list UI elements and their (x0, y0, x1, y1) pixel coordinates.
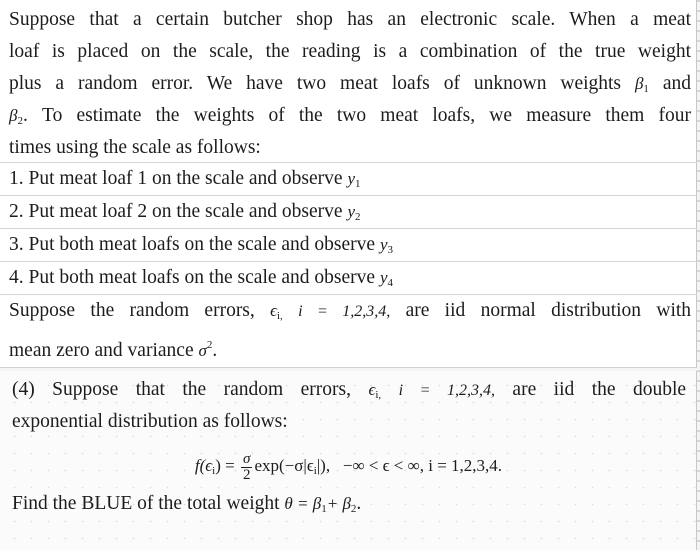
part4-line-1: (4) Suppose that the random errors, $\epsilon_{i,}$ i = 1,2,3,4, are iid the double (12, 379, 687, 401)
and-word: and (662, 73, 691, 94)
intro-line-4 (9, 104, 691, 133)
intro-line-5: times using the scale as follows: (9, 137, 261, 158)
sigma-over-two-fraction: $\frac{\sigma}{2}$ (242, 450, 251, 483)
divider (0, 228, 697, 229)
intro-line-1: Suppose that a certain butcher shop has an electronic scale. When a meat (9, 9, 691, 30)
intro-line-3 (9, 72, 691, 101)
epsilon-i-symbol: $\epsilon_{i,}$ (368, 380, 382, 401)
step-2: 2. Put meat loaf 2 on the scale and observe $y_2$ (9, 201, 361, 223)
observation-y2: $y_2$ (347, 202, 361, 223)
intro-line-2: loaf is placed on the scale, the reading is a combination of the true weight (9, 41, 691, 62)
index-range: i = 1,2,3,4, (298, 303, 391, 320)
divider (0, 195, 697, 196)
observation-y3: $y_3$ (379, 235, 393, 256)
divider (0, 261, 697, 262)
epsilon-i-symbol: $\epsilon_{i,}$ (270, 301, 283, 322)
density-formula: $f(\epsilon_i)$ = $\frac{\sigma}{2}$ $\exp(-\sigma|\epsilon_i|)$, −∞ < ϵ < ∞, i = 1,2,3,4. (194, 450, 503, 483)
observation-y1: $y_1$ (347, 169, 361, 190)
part-4-panel (0, 371, 697, 550)
beta-1-symbol: $\beta_1$ (634, 74, 649, 95)
step-1: 1. Put meat loaf 1 on the scale and observe $y_1$ (9, 168, 361, 190)
question-line: Find the BLUE of the total weight $\theta = \beta_1+ \beta_2$. (12, 493, 362, 515)
sigma-squared-symbol: $\sigma^2$ (198, 339, 213, 360)
beta-2-symbol: $\beta_2$ (9, 106, 23, 127)
part4-line-2: exponential distribution as follows: (12, 411, 288, 432)
errors-line-1: Suppose the random errors, $\epsilon_{i,}$ i = 1,2,3,4, are iid normal distribution with (9, 300, 692, 322)
divider (0, 294, 697, 295)
step-3: 3. Put both meat loafs on the scale and observe $y_3$ (9, 234, 393, 256)
intro-line-4-text: . To estimate the weights of the two meat loafs, we measure them four (22, 105, 691, 126)
index-range: i = 1,2,3,4, (398, 382, 495, 399)
intro-line-3-text: plus a random error. We have two meat loafs of unknown weights (9, 73, 622, 94)
theta-equation: $\theta = \beta_1+ \beta_2$ (284, 494, 357, 515)
errors-line-2: mean zero and variance $\sigma^2$. (9, 339, 218, 361)
formula-domain: −∞ < ϵ < ∞, i = 1,2,3,4. (342, 456, 503, 475)
observation-y4: $y_4$ (379, 268, 393, 289)
divider (0, 162, 697, 163)
step-4: 4. Put both meat loafs on the scale and observe $y_4$ (9, 267, 393, 289)
